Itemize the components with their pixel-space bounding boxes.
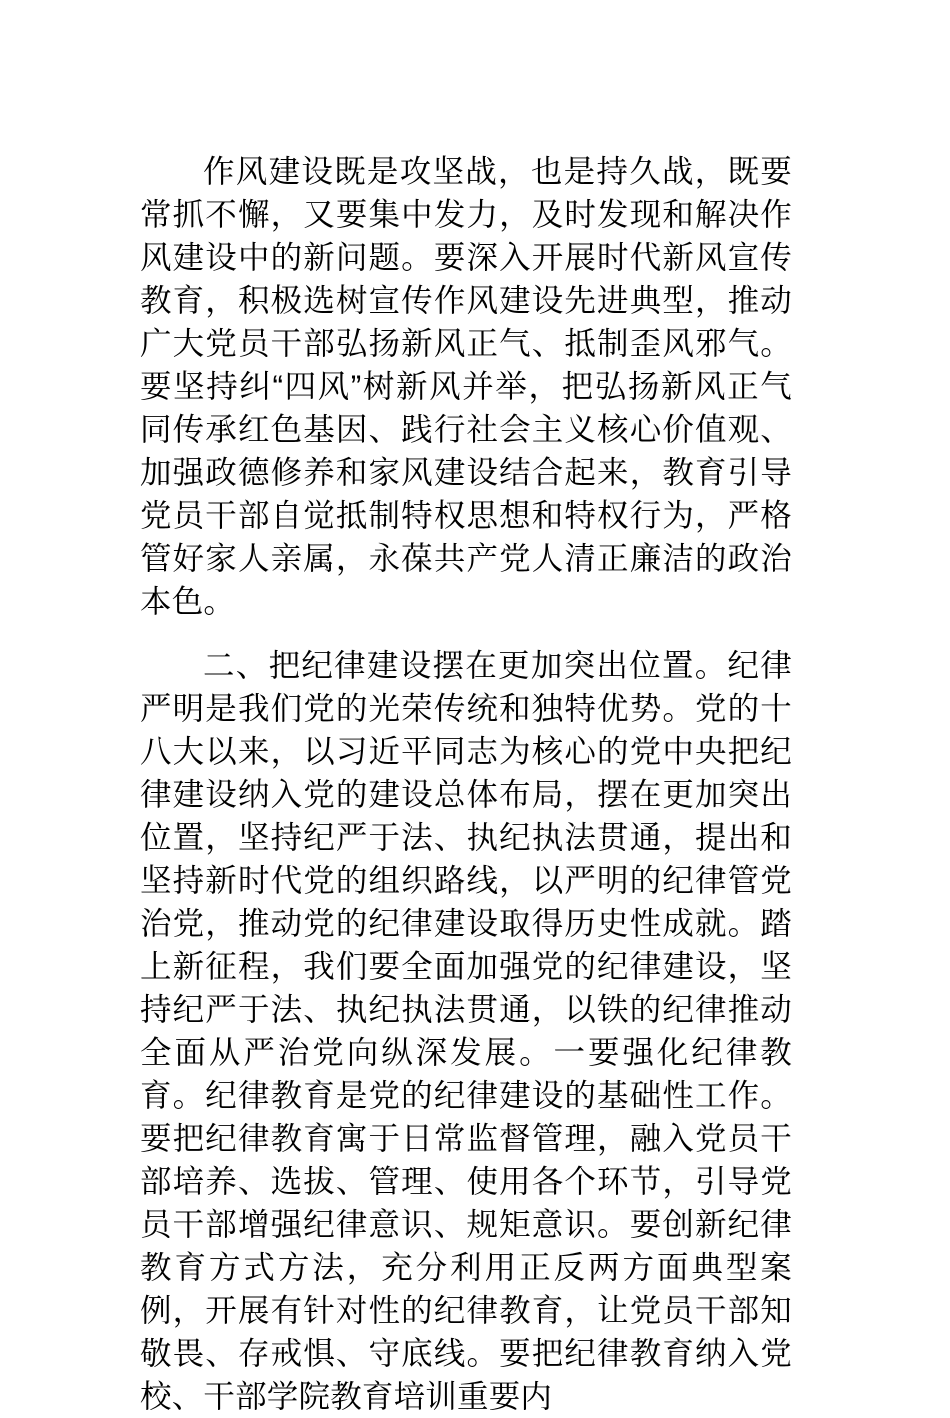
paragraph-work-style-construction: 作风建设既是攻坚战，也是持久战，既要常抓不懈，又要集中发力，及时发现和解决作风建设中的新问题。要深入开展时代新风宣传教育，积极选树宣传作风建设先进典型，推动广大党员干部弘扬新风正气、抵制歪风邪气。要坚持纠“四风”树新风并举，把弘扬新风正气同传承红色基因、践行社会主义核心价值观、加强政德修养和家风建设结合起来，教育引导党员干部自觉抵制特权思想和特权行为，严格管好家人亲属，永葆共产党人清正廉洁的政治本色。 [140,153,792,619]
paragraph-discipline-construction: 二、把纪律建设摆在更加突出位置。纪律严明是我们党的光荣传统和独特优势。党的十八大以来，以习近平同志为核心的党中央把纪律建设纳入党的建设总体布局，摆在更加突出位置，坚持纪严于法、执纪执法贯通，提出和坚持新时代党的组织路线，以严明的纪律管党治党，推动党的纪律建设取得历史性成就。踏上新征程，我们要全面加强党的纪律建设，坚持纪严于法、执纪执法贯通，以铁的纪律推动全面从严治党向纵深发展。一要强化纪律教育。纪律教育是党的纪律建设的基础性工作。要把纪律教育寓于日常监督管理，融入党员干部培养、选拔、管理、使用各个环节，引导党员干部增强纪律意识、规矩意识。要创新纪律教育方式方法，充分利用正反两方面典型案例，开展有针对性的纪律教育，让党员干部知敬畏、存戒惧、守底线。要把纪律教育纳入党校、干部学院教育培训重要内 [140,647,792,1414]
document-body [140,150,792,1418]
